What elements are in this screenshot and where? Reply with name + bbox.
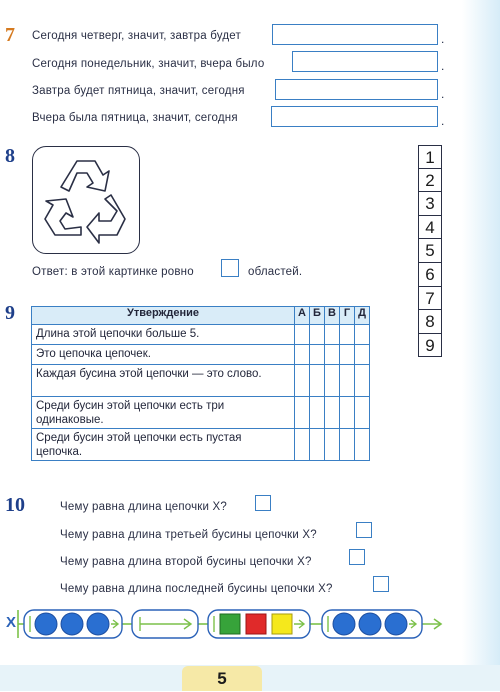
task-10-answer-2[interactable] bbox=[356, 522, 372, 538]
task-7-line-3: Завтра будет пятница, значит, сегодня bbox=[32, 85, 245, 97]
blue-ball bbox=[87, 613, 109, 635]
task-7-line-1: Сегодня четверг, значит, завтра будет bbox=[32, 30, 241, 42]
cell-4-a[interactable] bbox=[295, 397, 310, 429]
cell-4-d[interactable] bbox=[355, 397, 370, 429]
task-10-answer-1[interactable] bbox=[255, 495, 271, 511]
header-statement: Утверждение bbox=[32, 307, 295, 325]
cell-2-d[interactable] bbox=[355, 345, 370, 365]
statement-4: Среди бусин этой цепочки есть три одинаковые. bbox=[32, 397, 295, 429]
choice-5[interactable]: 5 bbox=[418, 239, 442, 263]
task-10-number: 10 bbox=[5, 494, 25, 516]
cell-1-b[interactable] bbox=[310, 325, 325, 345]
yellow-square bbox=[272, 614, 292, 634]
recycle-icon bbox=[33, 147, 138, 252]
cell-5-g[interactable] bbox=[340, 429, 355, 461]
statement-2: Это цепочка цепочек. bbox=[32, 345, 295, 365]
task-7-period-2: . bbox=[441, 59, 445, 73]
task-10-question-2: Чему равна длина третьей бусины цепочки X? bbox=[60, 529, 317, 541]
blue-ball bbox=[35, 613, 57, 635]
task-7-answer-3[interactable] bbox=[275, 79, 438, 100]
task-10-question-4: Чему равна длина последней бусины цепочки X? bbox=[60, 583, 333, 595]
cell-5-a[interactable] bbox=[295, 429, 310, 461]
task-7-period-1: . bbox=[441, 32, 445, 46]
bead-4 bbox=[322, 610, 422, 638]
bead-2-empty bbox=[132, 610, 198, 638]
task-8-answer-suffix: областей. bbox=[248, 266, 303, 278]
table-row bbox=[32, 397, 370, 429]
header-col-a: А bbox=[295, 307, 310, 325]
table-row bbox=[32, 345, 370, 365]
cell-2-g[interactable] bbox=[340, 345, 355, 365]
chain-drawing bbox=[0, 600, 500, 650]
choice-3[interactable]: 3 bbox=[418, 192, 442, 216]
green-square bbox=[220, 614, 240, 634]
choice-6[interactable]: 6 bbox=[418, 263, 442, 287]
task-8-number: 8 bbox=[5, 145, 15, 167]
cell-2-b[interactable] bbox=[310, 345, 325, 365]
number-choices-column bbox=[418, 145, 442, 357]
recycle-picture-frame bbox=[32, 146, 140, 254]
task-7-period-4: . bbox=[441, 114, 445, 128]
cell-1-v[interactable] bbox=[325, 325, 340, 345]
chain-label: X bbox=[6, 614, 17, 631]
page-edge-decoration bbox=[462, 0, 500, 691]
cell-5-b[interactable] bbox=[310, 429, 325, 461]
choice-1[interactable]: 1 bbox=[418, 145, 442, 169]
statements-table bbox=[31, 306, 370, 461]
task-10-answer-3[interactable] bbox=[349, 549, 365, 565]
table-row bbox=[32, 429, 370, 461]
task-7-period-3: . bbox=[441, 87, 445, 101]
cell-4-b[interactable] bbox=[310, 397, 325, 429]
page-number: 5 bbox=[182, 666, 262, 691]
choice-7[interactable]: 7 bbox=[418, 287, 442, 311]
cell-3-a[interactable] bbox=[295, 365, 310, 397]
bead-chain-x bbox=[0, 600, 500, 650]
statement-1: Длина этой цепочки больше 5. bbox=[32, 325, 295, 345]
cell-2-v[interactable] bbox=[325, 345, 340, 365]
cell-2-a[interactable] bbox=[295, 345, 310, 365]
task-7-number: 7 bbox=[5, 24, 15, 46]
table-row bbox=[32, 325, 370, 345]
bead-3 bbox=[208, 610, 310, 638]
blue-ball bbox=[61, 613, 83, 635]
blue-ball bbox=[333, 613, 355, 635]
statement-3: Каждая бусина этой цепочки — это слово. bbox=[32, 365, 295, 397]
cell-1-d[interactable] bbox=[355, 325, 370, 345]
task-10-question-1: Чему равна длина цепочки X? bbox=[60, 501, 228, 513]
task-7-answer-1[interactable] bbox=[272, 24, 438, 45]
task-10-question-3: Чему равна длина второй бусины цепочки X? bbox=[60, 556, 312, 568]
cell-5-v[interactable] bbox=[325, 429, 340, 461]
bead-1 bbox=[24, 610, 122, 638]
cell-5-d[interactable] bbox=[355, 429, 370, 461]
cell-1-g[interactable] bbox=[340, 325, 355, 345]
task-7-line-2: Сегодня понедельник, значит, вчера было bbox=[32, 58, 265, 70]
red-square bbox=[246, 614, 266, 634]
table-row bbox=[32, 365, 370, 397]
task-7-answer-2[interactable] bbox=[292, 51, 438, 72]
task-8-answer-box[interactable] bbox=[221, 259, 239, 277]
cell-4-g[interactable] bbox=[340, 397, 355, 429]
cell-3-d[interactable] bbox=[355, 365, 370, 397]
cell-1-a[interactable] bbox=[295, 325, 310, 345]
statement-5: Среди бусин этой цепочки есть пустая цепочка. bbox=[32, 429, 295, 461]
task-9-number: 9 bbox=[5, 302, 15, 324]
choice-8[interactable]: 8 bbox=[418, 310, 442, 334]
choice-2[interactable]: 2 bbox=[418, 169, 442, 193]
header-col-g: Г bbox=[340, 307, 355, 325]
blue-ball bbox=[385, 613, 407, 635]
task-10-answer-4[interactable] bbox=[373, 576, 389, 592]
header-col-v: В bbox=[325, 307, 340, 325]
header-col-d: Д bbox=[355, 307, 370, 325]
task-7-answer-4[interactable] bbox=[271, 106, 438, 127]
choice-4[interactable]: 4 bbox=[418, 216, 442, 240]
cell-3-b[interactable] bbox=[310, 365, 325, 397]
cell-3-v[interactable] bbox=[325, 365, 340, 397]
cell-4-v[interactable] bbox=[325, 397, 340, 429]
task-7-line-4: Вчера была пятница, значит, сегодня bbox=[32, 112, 238, 124]
choice-9[interactable]: 9 bbox=[418, 334, 442, 358]
blue-ball bbox=[359, 613, 381, 635]
table-header-row bbox=[32, 307, 370, 325]
header-col-b: Б bbox=[310, 307, 325, 325]
task-8-answer-prefix: Ответ: в этой картинке ровно bbox=[32, 266, 194, 278]
cell-3-g[interactable] bbox=[340, 365, 355, 397]
